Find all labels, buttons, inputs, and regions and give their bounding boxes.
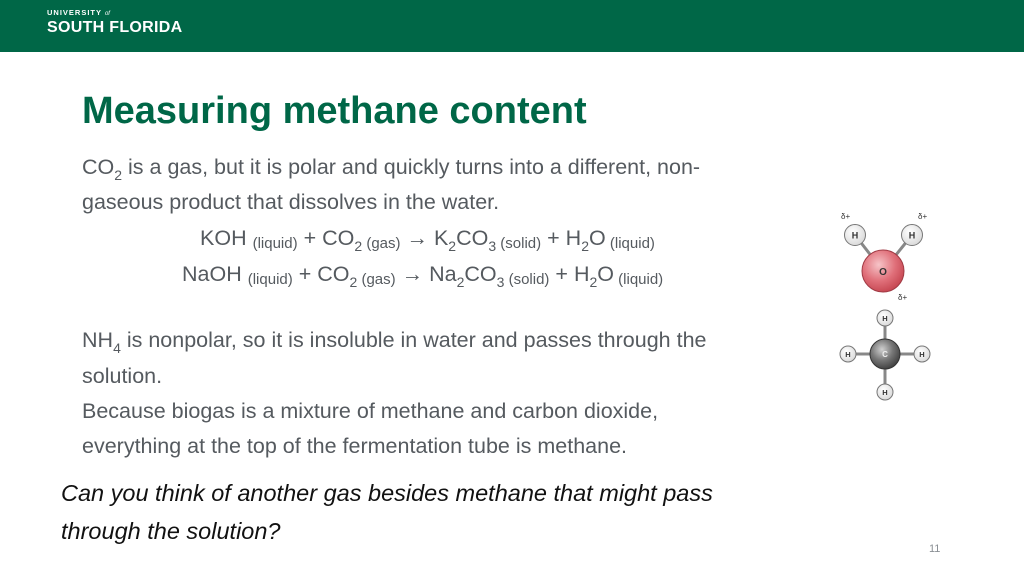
svg-text:H: H [919, 350, 925, 359]
question-line-2: through the solution? [61, 518, 281, 544]
delta-plus-label: δ+ [918, 212, 928, 221]
svg-text:H: H [908, 230, 916, 241]
slide-title: Measuring methane content [82, 90, 587, 132]
para2-line-1: $NH_4$ is nonpolar, so it is insoluble in water and passes through the [82, 328, 707, 356]
hydrogen-atom [845, 225, 866, 246]
para2-line-3: Because biogas is a mixture of methane and carbon dioxide, [82, 399, 659, 423]
arrow-icon: → [395, 262, 430, 286]
hydrogen-atom [840, 346, 856, 362]
hydrogen-atom [877, 310, 893, 326]
page-number: 11 [929, 543, 941, 555]
header-bar [0, 0, 1024, 52]
oxygen-atom [862, 250, 904, 292]
water-molecule-diagram [828, 206, 948, 306]
svg-text:C: C [882, 350, 888, 359]
methane-molecule-diagram [834, 306, 934, 404]
hydrogen-atom [902, 225, 923, 246]
delta-plus-label: δ+ [841, 212, 851, 221]
svg-text:H: H [882, 314, 888, 323]
usf-logo: UNIVERSITY of SOUTH FLORIDA [47, 8, 183, 36]
svg-text:O: O [879, 267, 887, 278]
intro-line-1: $CO_2$ is a gas, but it is polar and quickly turns into a different, non- [82, 155, 701, 183]
hydrogen-atom [914, 346, 930, 362]
svg-text:H: H [882, 388, 888, 397]
svg-text:H: H [845, 350, 851, 359]
carbon-atom [870, 339, 900, 369]
para2-line-4: everything at the top of the fermentation tube is methane. [82, 434, 628, 458]
arrow-icon: → [400, 226, 434, 250]
svg-text:H: H [851, 230, 859, 241]
delta-plus-label: δ+ [898, 293, 908, 302]
intro-line-2: gaseous product that dissolves in the water. [82, 190, 500, 214]
para2-line-2: solution. [82, 364, 163, 388]
question-line-1: Can you think of another gas besides methane that might pass [61, 480, 713, 506]
hydrogen-atom [877, 384, 893, 400]
